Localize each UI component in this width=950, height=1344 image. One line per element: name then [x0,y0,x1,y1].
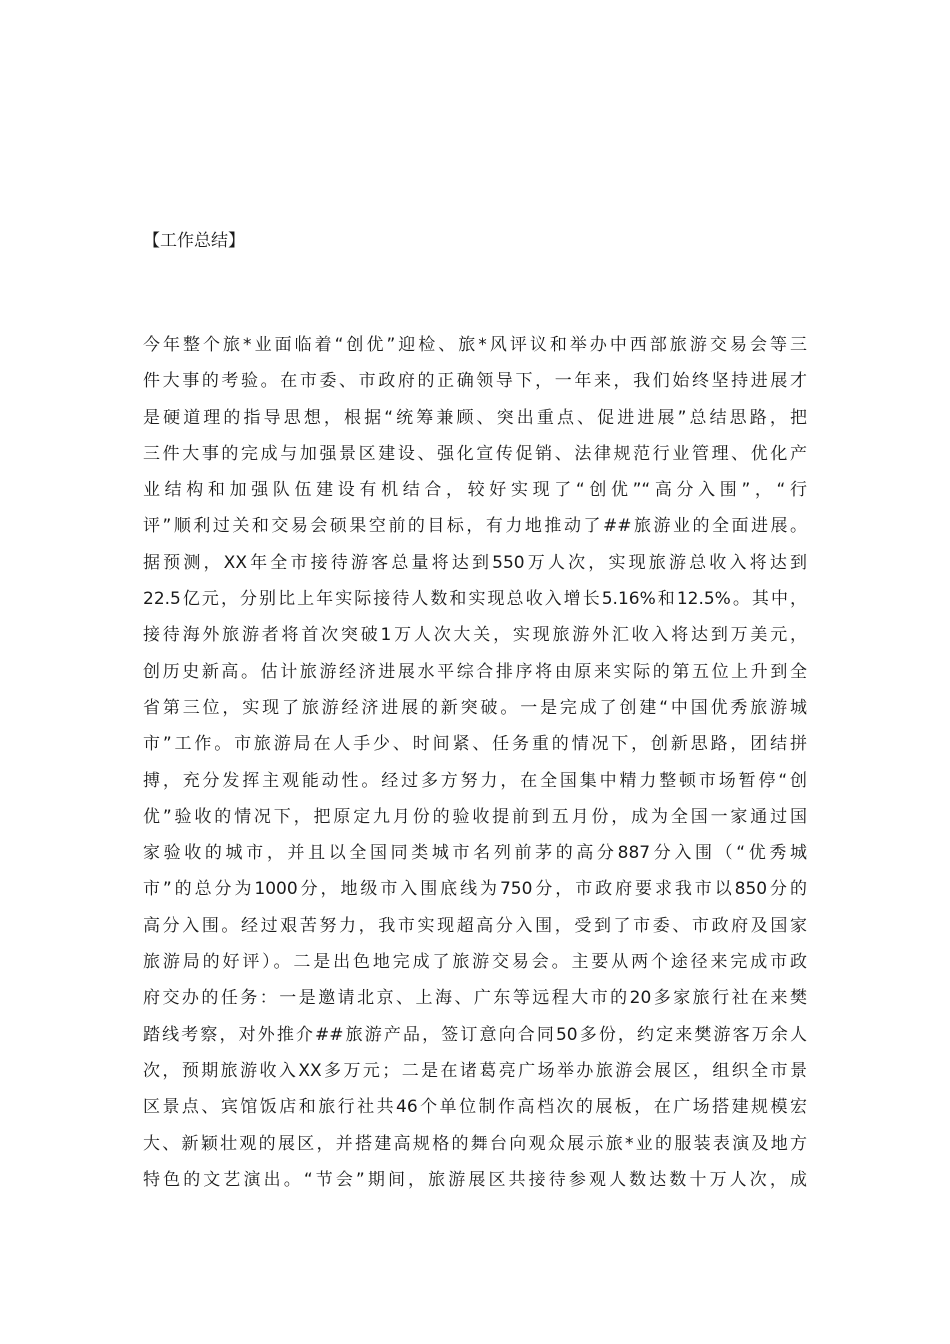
body-line: 特色的文艺演出。“节会”期间，旅游展区共接待参观人数达数十万人次，成 [143,1169,807,1190]
body-line: 市”工作。市旅游局在人手少、时间紧、任务重的情况下，创新思路，团结拼 [143,734,807,755]
body-line: 府交办的任务：一是邀请北京、上海、广东等远程大市的20多家旅行社在来樊 [143,988,807,1009]
body-line: 大、新颖壮观的展区，并搭建高规格的舞台向观众展示旅*业的服装表演及地方 [143,1133,807,1154]
body-line: 业结构和加强队伍建设有机结合，较好实现了“创优”“高分入围”，“行 [143,480,807,501]
body-line: 省第三位，实现了旅游经济进展的新突破。一是完成了创建“中国优秀旅游城 [143,697,807,718]
document-heading: 【工作总结】 [143,231,245,251]
body-line: 22.5亿元，分别比上年实际接待人数和实现总收入增长5.16%和12.5%。其中， [143,589,807,610]
body-line: 搏，充分发挥主观能动性。经过多方努力，在全国集中精力整顿市场暂停“创 [143,770,807,791]
document-body [143,327,807,1198]
body-line: 据预测，XX年全市接待游客总量将达到550万人次，实现旅游总收入将达到 [143,552,807,573]
body-line: 评”顺利过关和交易会硕果空前的目标，有力地推动了##旅游业的全面进展。 [143,516,807,537]
body-line: 区景点、宾馆饭店和旅行社共46个单位制作高档次的展板，在广场搭建规模宏 [143,1097,807,1118]
body-line: 家验收的城市，并且以全国同类城市名列前茅的高分887分入围（“优秀城 [143,843,807,864]
body-line: 优”验收的情况下，把原定九月份的验收提前到五月份，成为全国一家通过国 [143,806,807,827]
body-line: 接待海外旅游者将首次突破1万人次大关，实现旅游外汇收入将达到万美元， [143,625,807,646]
body-line: 市”的总分为1000分，地级市入围底线为750分，市政府要求我市以850分的 [143,879,807,900]
body-line: 三件大事的完成与加强景区建设、强化宣传促销、法律规范行业管理、优化产 [143,443,807,464]
body-line: 旅游局的好评）。二是出色地完成了旅游交易会。主要从两个途径来完成市政 [143,952,807,973]
body-line: 创历史新高。估计旅游经济进展水平综合排序将由原来实际的第五位上升到全 [143,661,807,682]
body-line: 高分入围。经过艰苦努力，我市实现超高分入围，受到了市委、市政府及国家 [143,915,807,936]
body-line: 次，预期旅游收入XX多万元；二是在诸葛亮广场举办旅游会展区，组织全市景 [143,1060,807,1081]
body-line: 今年整个旅*业面临着“创优”迎检、旅*风评议和举办中西部旅游交易会等三 [143,335,807,355]
body-line: 是硬道理的指导思想，根据“统筹兼顾、突出重点、促进进展”总结思路，把 [143,407,807,428]
body-line: 件大事的考验。在市委、市政府的正确领导下，一年来，我们始终坚持进展才 [143,371,807,392]
body-line: 踏线考察，对外推介##旅游产品，签订意向合同50多份，约定来樊游客万余人 [143,1024,807,1045]
